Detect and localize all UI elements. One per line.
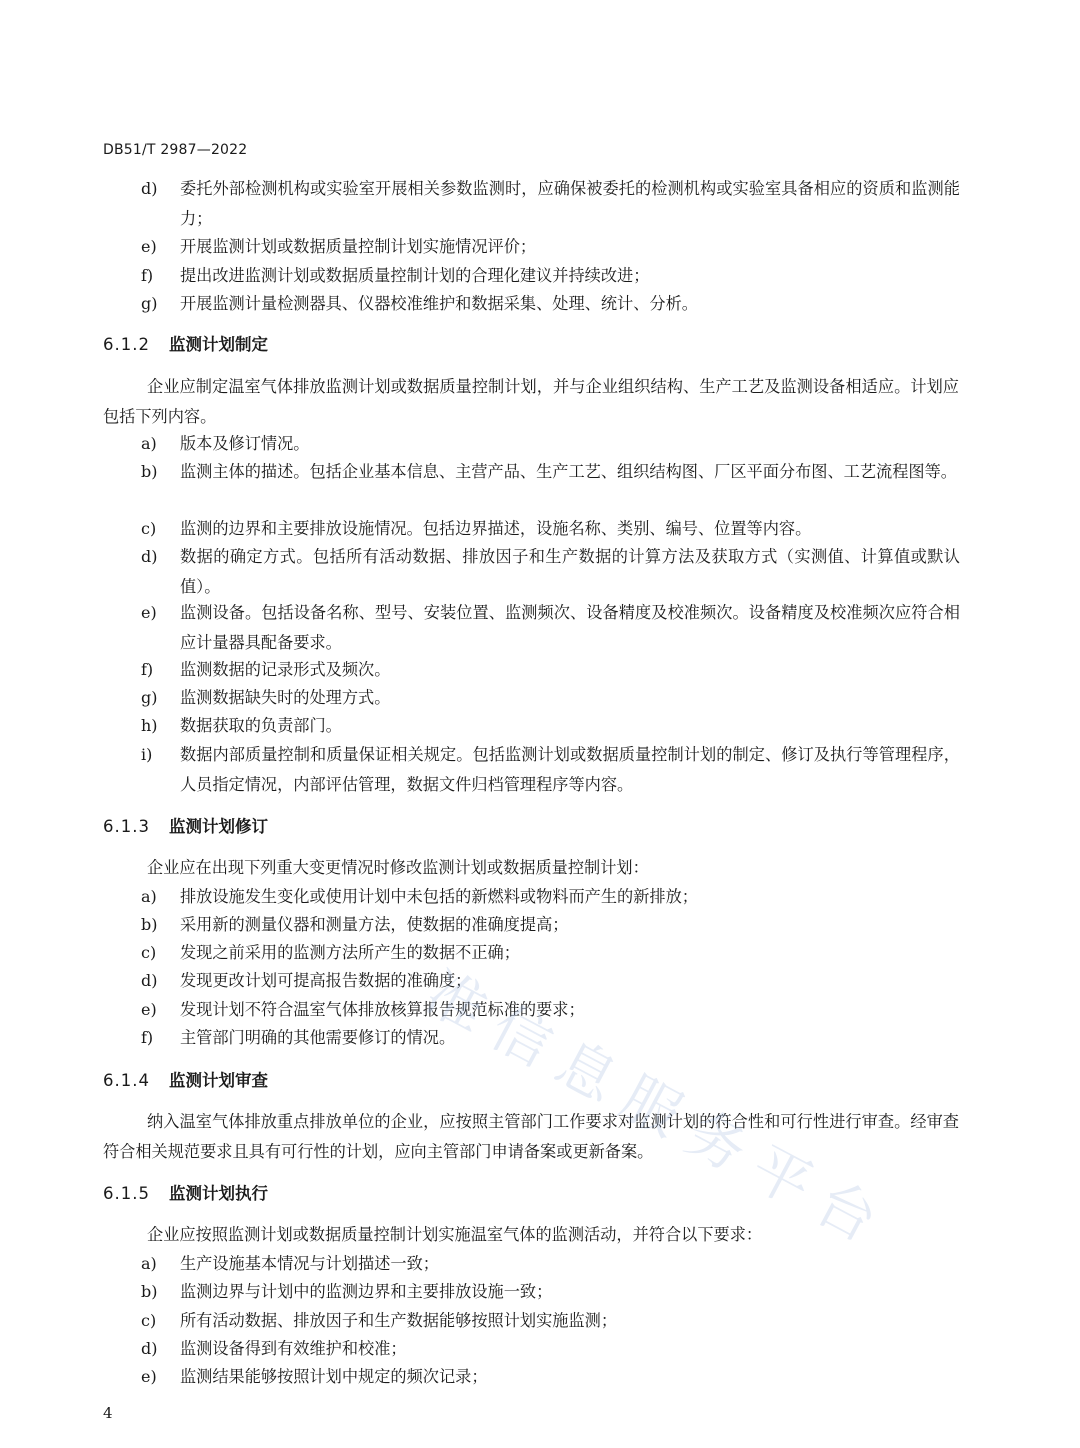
list-marker: b) [141, 462, 158, 481]
list-item-text: 排放设施发生变化或使用计划中未包括的新燃料或物料而产生的新排放； [180, 887, 698, 906]
list-marker: e) [141, 237, 157, 256]
list-marker: e) [141, 603, 157, 622]
section-number: 6.1.4 [103, 1071, 150, 1090]
list-marker: i) [141, 745, 153, 764]
watermark-char: 务 [675, 1097, 759, 1186]
list-marker: h) [141, 716, 158, 735]
list-item-text: 监测数据的记录形式及频次。 [180, 660, 391, 679]
list-item-text: 监测设备。包括设备名称、型号、安装位置、监测频次、设备精度及校准频次。设备精度及校准频次应符合相应计量器具配备要求。 [180, 603, 960, 652]
list-marker: g) [141, 688, 158, 707]
list-marker: c) [141, 943, 157, 962]
list-marker: a) [141, 434, 157, 453]
list-item-text: 开展监测计划或数据质量控制计划实施情况评价； [180, 237, 537, 256]
list-marker: e) [141, 1367, 157, 1386]
list-item-text: 主管部门明确的其他需要修订的情况。 [180, 1028, 456, 1047]
section-number: 6.1.5 [103, 1184, 150, 1203]
section-intro: 企业应在出现下列重大变更情况时修改监测计划或数据质量控制计划： [147, 858, 649, 877]
list-item-text: 开展监测计量检测器具、仪器校准维护和数据采集、处理、统计、分析。 [180, 294, 698, 313]
section-number: 6.1.3 [103, 817, 150, 836]
section-title: 监测计划审查 [169, 1071, 268, 1090]
watermark-char: 服 [610, 1062, 694, 1151]
list-marker: b) [141, 1282, 158, 1301]
list-item-text: 监测结果能够按照计划中规定的频次记录； [180, 1367, 488, 1386]
list-item-text: 监测主体的描述。包括企业基本信息、主营产品、生产工艺、组织结构图、厂区平面分布图、工艺流程图等。 [180, 462, 957, 481]
list-marker: a) [141, 887, 157, 906]
section-title: 监测计划执行 [169, 1184, 268, 1203]
list-item-text: 发现计划不符合温室气体排放核算报告规范标准的要求； [180, 1000, 585, 1019]
section-heading-6-1-5 [103, 1179, 268, 1209]
list-item-text: 生产设施基本情况与计划描述一致； [180, 1254, 439, 1273]
list-item-text: 数据的确定方式。包括所有活动数据、排放因子和生产数据的计算方法及获取方式（实测值、计算值或默认值）。 [180, 547, 960, 596]
list-item-text: 监测数据缺失时的处理方式。 [180, 688, 391, 707]
watermark-char: 准 [415, 957, 499, 1046]
page-number: 4 [103, 1404, 113, 1422]
list-marker: f) [141, 266, 154, 285]
section-intro: 纳入温室气体排放重点排放单位的企业，应按照主管部门工作要求对监测计划的符合性和可行性进行审查。经审查符合相关规范要求且具有可行性的计划，应向主管部门申请备案或更新备案。 [103, 1112, 959, 1161]
list-marker: d) [141, 1339, 158, 1358]
section-number: 6.1.2 [103, 335, 150, 354]
section-heading-6-1-4 [103, 1066, 268, 1096]
list-marker: d) [141, 547, 158, 566]
list-item-text: 发现更改计划可提高报告数据的准确度； [180, 971, 472, 990]
section-title: 监测计划制定 [169, 335, 268, 354]
list-item-text: 采用新的测量仪器和测量方法，使数据的准确度提高； [180, 915, 569, 934]
list-item-text: 数据获取的负责部门。 [180, 716, 342, 735]
watermark-char: 平 [740, 1132, 824, 1221]
list-item-text: 版本及修订情况。 [180, 434, 310, 453]
watermark-char: 息 [545, 1027, 629, 1116]
list-item-text: 监测的边界和主要排放设施情况。包括边界描述，设施名称、类别、编号、位置等内容。 [180, 519, 812, 538]
list-marker: f) [141, 660, 154, 679]
list-marker: a) [141, 1254, 157, 1273]
section-intro: 企业应制定温室气体排放监测计划或数据质量控制计划，并与企业组织结构、生产工艺及监测设备相适应。计划应包括下列内容。 [103, 377, 959, 426]
list-marker: e) [141, 1000, 157, 1019]
list-item-text: 数据内部质量控制和质量保证相关规定。包括监测计划或数据质量控制计划的制定、修订及执行等管理程序，人员指定情况，内部评估管理，数据文件归档管理程序等内容。 [180, 745, 960, 794]
list-marker: d) [141, 179, 158, 198]
list-item-text: 监测设备得到有效维护和校准； [180, 1339, 407, 1358]
section-intro: 企业应按照监测计划或数据质量控制计划实施温室气体的监测活动，并符合以下要求： [147, 1225, 763, 1244]
list-marker: d) [141, 971, 158, 990]
list-marker: f) [141, 1028, 154, 1047]
list-item-text: 监测边界与计划中的监测边界和主要排放设施一致； [180, 1282, 553, 1301]
list-marker: g) [141, 294, 158, 313]
watermark-char: 台 [805, 1167, 889, 1256]
list-marker: c) [141, 1311, 157, 1330]
section-heading-6-1-2 [103, 330, 268, 360]
list-item-text: 所有活动数据、排放因子和生产数据能够按照计划实施监测； [180, 1311, 618, 1330]
section-title: 监测计划修订 [169, 817, 268, 836]
watermark-char: 信 [480, 992, 564, 1081]
document-code: DB51/T 2987—2022 [103, 142, 248, 158]
list-item-text: 提出改进监测计划或数据质量控制计划的合理化建议并持续改进； [180, 266, 650, 285]
list-item-text: 发现之前采用的监测方法所产生的数据不正确； [180, 943, 520, 962]
list-marker: c) [141, 519, 157, 538]
list-item-text: 委托外部检测机构或实验室开展相关参数监测时，应确保被委托的检测机构或实验室具备相应的资质和监测能力； [180, 179, 960, 228]
list-marker: b) [141, 915, 158, 934]
section-heading-6-1-3 [103, 812, 268, 842]
